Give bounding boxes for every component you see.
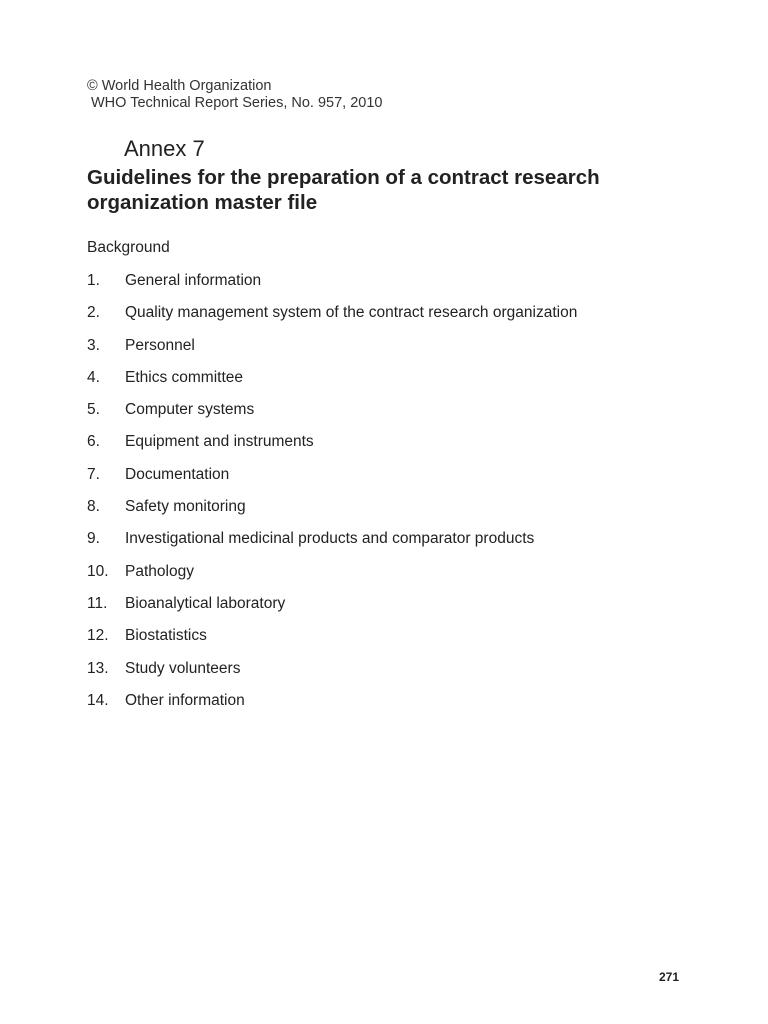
toc-item <box>87 660 577 692</box>
toc-label: Pathology <box>125 562 194 580</box>
toc-label: General information <box>125 272 262 289</box>
toc-item <box>87 304 577 336</box>
toc-label: Bioanalytical laboratory <box>125 594 286 612</box>
toc-number: 5. <box>87 401 100 419</box>
toc-label: Documentation <box>125 465 230 483</box>
toc-label: Safety monitoring <box>125 498 246 516</box>
toc-number: 4. <box>87 368 100 386</box>
toc-number: 8. <box>87 498 100 516</box>
toc-item <box>87 272 577 304</box>
background-label: Background <box>87 239 170 256</box>
toc-item <box>87 692 577 724</box>
toc-label: Personnel <box>125 336 195 354</box>
toc-label: Equipment and instruments <box>125 433 314 451</box>
copyright-line: © World Health Organization <box>87 78 272 94</box>
page-title: Guidelines for the preparation of a contract research organization master file <box>87 166 600 214</box>
toc-item <box>87 563 577 595</box>
table-of-contents <box>87 272 577 724</box>
toc-label: Investigational medicinal products and comparator products <box>125 530 535 548</box>
toc-label: Study volunteers <box>125 659 241 677</box>
annex-label: Annex 7 <box>124 136 205 161</box>
toc-label: Quality management system of the contract research organization <box>125 304 578 322</box>
toc-label: Computer systems <box>125 401 255 419</box>
toc-number: 11. <box>87 594 108 612</box>
copyright-block <box>87 78 383 112</box>
toc-item <box>87 627 577 659</box>
toc-number: 14. <box>87 691 109 709</box>
toc-number: 6. <box>87 433 100 451</box>
toc-item <box>87 401 577 433</box>
toc-label: Biostatistics <box>125 627 207 645</box>
toc-item <box>87 337 577 369</box>
toc-number: 10. <box>87 562 109 580</box>
toc-item <box>87 466 577 498</box>
toc-item <box>87 595 577 627</box>
toc-label: Ethics committee <box>125 368 244 386</box>
toc-item <box>87 498 577 530</box>
toc-item <box>87 433 577 465</box>
toc-item <box>87 530 577 562</box>
toc-number: 1. <box>87 272 100 289</box>
toc-number: 3. <box>87 336 100 354</box>
page-number: 271 <box>659 970 680 984</box>
series-line: WHO Technical Report Series, No. 957, 2010 <box>91 95 383 111</box>
toc-number: 7. <box>87 465 100 483</box>
toc-number: 13. <box>87 659 109 677</box>
toc-number: 9. <box>87 530 100 548</box>
toc-number: 2. <box>87 304 100 322</box>
toc-label: Other information <box>125 691 245 709</box>
toc-number: 12. <box>87 627 109 645</box>
toc-item <box>87 369 577 401</box>
